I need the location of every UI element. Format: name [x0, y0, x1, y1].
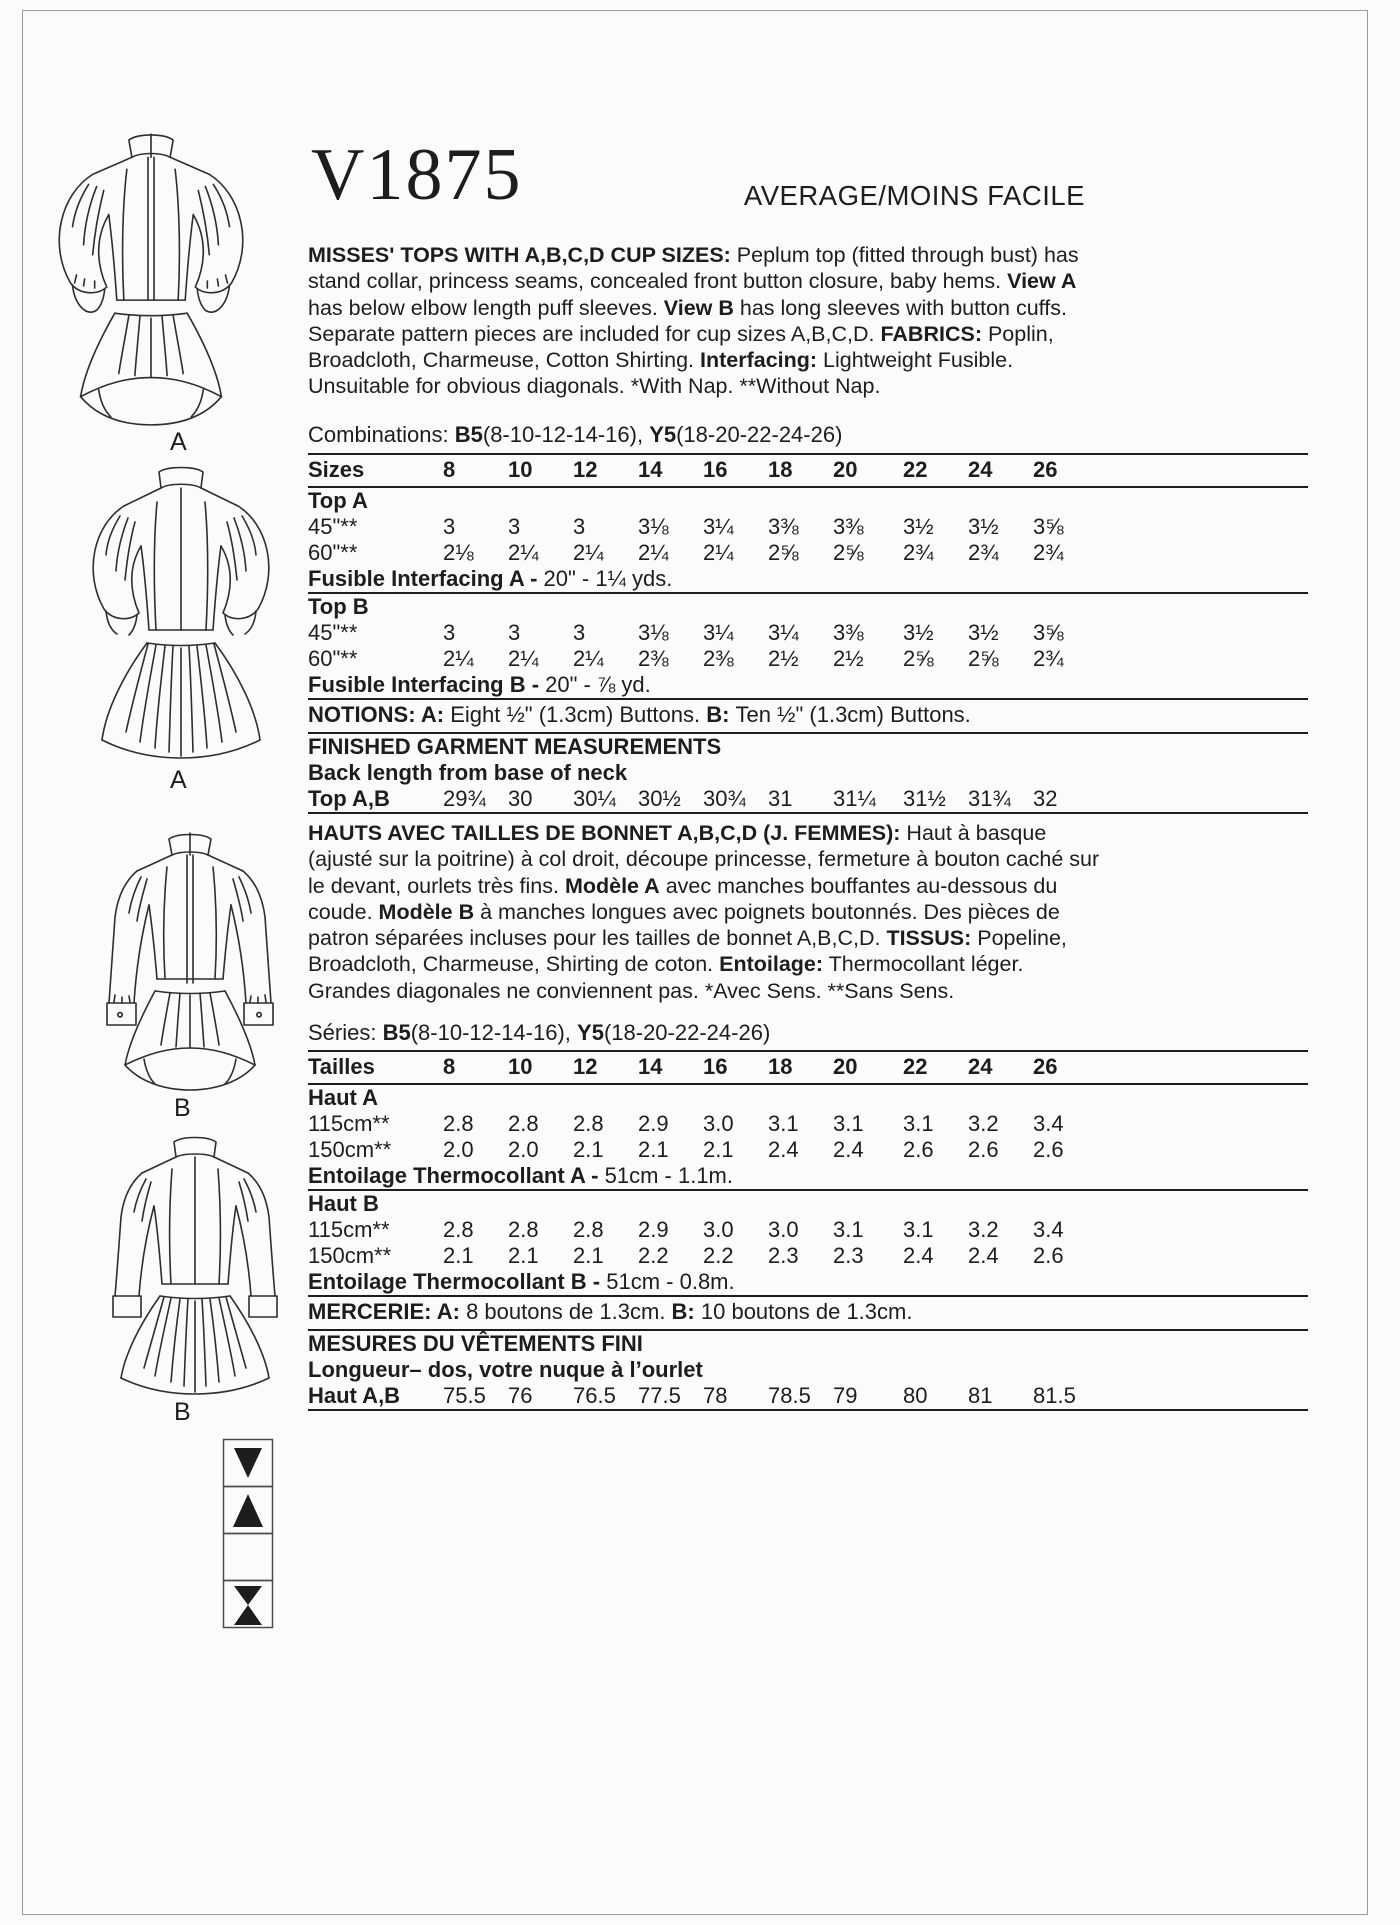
text-segment: B: [706, 702, 736, 727]
size-column-header: 24 [968, 1054, 993, 1079]
table-cell: 3⅜ [768, 514, 799, 539]
table-cell: 31¾ [968, 786, 1011, 811]
text-segment: à manches longues avec poignets boutonnés. Des pièces de patron séparées incluses pour les tailles de bonnet A,B,C,D. [308, 899, 1060, 951]
table-cell: 31¼ [833, 786, 876, 811]
row-label: 45"** [308, 620, 358, 645]
table-cell: 3⅛ [638, 514, 669, 539]
text-segment: Modèle B [378, 899, 475, 924]
table-cell: 3 [508, 514, 521, 539]
table-cell: 30¾ [703, 786, 746, 811]
table-cell: 3.0 [768, 1217, 799, 1242]
table-section-title [308, 594, 1308, 620]
english-yardage-table [308, 453, 1308, 814]
text-segment: Entoilage: [719, 952, 824, 977]
text-segment: 51cm - 1.1m. [604, 1163, 733, 1188]
table-cell: 2.1 [573, 1243, 604, 1268]
table-cell: 78 [703, 1383, 728, 1408]
text-segment: 10 boutons de 1.3cm. [700, 1299, 913, 1324]
text-segment: Ten ½" (1.3cm) Buttons. [735, 702, 971, 727]
table-cell: 2¼ [508, 540, 539, 565]
table-cell: 80 [903, 1383, 928, 1408]
table-cell: 3.1 [768, 1111, 799, 1136]
text-segment: Eight ½" (1.3cm) Buttons. [450, 702, 707, 727]
table-cell: 2¾ [968, 540, 999, 565]
table-cell: 3.2 [968, 1111, 999, 1136]
table-line [308, 1163, 1308, 1191]
text-segment: Entoilage Thermocollant B - [308, 1269, 607, 1294]
text-segment: (8-10-12-14-16), [410, 1020, 578, 1045]
table-row [308, 1137, 1308, 1163]
table-cell: 2.2 [703, 1243, 734, 1268]
row-label: Haut A,B [308, 1383, 401, 1408]
table-cell: 2.1 [638, 1137, 669, 1162]
size-column-header: 22 [903, 457, 928, 482]
section-title-text: Back length from base of neck [308, 760, 628, 785]
table-cell: 2¼ [508, 646, 539, 671]
table-cell: 2.9 [638, 1217, 669, 1242]
size-column-header: 8 [443, 457, 456, 482]
table-row [308, 620, 1308, 646]
table-cell: 3.1 [903, 1217, 934, 1242]
text-segment: NOTIONS: A: [308, 702, 451, 727]
text-segment: View A [1007, 269, 1077, 294]
french-yardage-table [308, 1050, 1308, 1411]
text-segment: Séries: [308, 1020, 383, 1045]
table-row [308, 514, 1308, 540]
table-cell: 76 [508, 1383, 533, 1408]
table-row [308, 1111, 1308, 1137]
text-segment: B5 [454, 422, 483, 447]
french-combinations [308, 1020, 770, 1046]
table-cell: 2.3 [833, 1243, 864, 1268]
row-label: Top A,B [308, 786, 390, 811]
text-segment: 51cm - 0.8m. [606, 1269, 735, 1294]
table-cell: 3½ [903, 514, 934, 539]
table-cell: 2.0 [508, 1137, 539, 1162]
table-section-title [308, 1191, 1308, 1217]
row-label: 45"** [308, 514, 358, 539]
text-segment: Fusible Interfacing B - [308, 672, 546, 697]
text-segment: Poplin, Broadcloth, Charmeuse, Cotton Shirting. [308, 321, 1054, 373]
french-description [308, 820, 1103, 1004]
table-section-title [308, 734, 1308, 760]
section-title-text: MESURES DU VÊTEMENTS FINI [308, 1331, 643, 1356]
table-section-title [308, 488, 1308, 514]
table-cell: 3⅜ [833, 514, 864, 539]
table-row [308, 1217, 1308, 1243]
table-cell: 2¼ [573, 540, 604, 565]
view-a-back-drawing [93, 468, 269, 759]
table-cell: 2.1 [508, 1243, 539, 1268]
table-cell: 3.1 [833, 1217, 864, 1242]
size-column-header: 26 [1033, 1054, 1058, 1079]
view-b-front-illustration [70, 815, 310, 1095]
table-cell: 77.5 [638, 1383, 681, 1408]
table-cell: 2.0 [443, 1137, 474, 1162]
line-text [308, 1163, 1098, 1189]
size-table-header-row [308, 1050, 1308, 1085]
table-section-title [308, 1331, 1308, 1357]
table-row [308, 1243, 1308, 1269]
view-a-front-illustration [20, 112, 282, 446]
difficulty-rating: AVERAGE/MOINS FACILE [743, 180, 1085, 211]
section-title-text: Haut B [308, 1191, 379, 1216]
table-cell: 2.6 [903, 1137, 934, 1162]
table-cell: 3 [573, 620, 586, 645]
text-segment: avec manches bouffantes au-dessous du coude. [308, 873, 1058, 924]
text-segment: Y5 [649, 422, 677, 447]
view-b-front-drawing [107, 833, 273, 1090]
view-b-back-drawing [113, 1138, 277, 1395]
table-cell: 3¼ [703, 514, 734, 539]
table-cell: 31 [768, 786, 793, 811]
size-column-header: 10 [508, 457, 533, 482]
table-section-title [308, 1085, 1308, 1111]
pattern-number: V1875 [311, 134, 523, 216]
table-cell: 3¼ [703, 620, 734, 645]
table-cell: 2.8 [508, 1111, 539, 1136]
line-text [308, 672, 1098, 698]
line-text [308, 1299, 1098, 1325]
table-cell: 3.4 [1033, 1217, 1064, 1242]
text-segment: Thermocollant léger. Grandes diagonales ne conviennent pas. *Avec Sens. **Sans Sens. [308, 952, 1024, 1003]
table-cell: 2¾ [1033, 646, 1064, 671]
english-description [308, 242, 1103, 400]
table-line [308, 1297, 1308, 1331]
table-cell: 3¼ [768, 620, 799, 645]
view-a-back-label: A [170, 766, 187, 794]
text-segment: Y5 [577, 1020, 604, 1045]
row-label: 115cm** [308, 1217, 390, 1242]
table-cell: 2.6 [1033, 1243, 1064, 1268]
table-cell: 2.1 [573, 1137, 604, 1162]
table-cell: 2.4 [903, 1243, 934, 1268]
text-segment: B5 [382, 1020, 411, 1045]
text-segment: has long sleeves with button cuffs. Separate pattern pieces are included for cup sizes A,B,C,D. [308, 295, 1067, 346]
table-cell: 2⅝ [968, 646, 999, 671]
table-cell: 2.1 [443, 1243, 474, 1268]
text-segment: B: [671, 1299, 701, 1324]
table-cell: 2.4 [968, 1243, 999, 1268]
size-column-header: 8 [443, 1054, 456, 1079]
table-cell: 3.1 [903, 1111, 934, 1136]
table-cell: 2.8 [443, 1217, 474, 1242]
table-cell: 2½ [768, 646, 799, 671]
table-cell: 2⅛ [443, 540, 474, 565]
table-section-title [308, 1357, 1308, 1383]
table-row [308, 646, 1308, 672]
text-segment: TISSUS: [886, 926, 972, 951]
table-row [308, 786, 1308, 814]
text-segment: Combinations: [308, 422, 455, 447]
table-cell: 2½ [833, 646, 864, 671]
table-cell: 2⅜ [703, 646, 734, 671]
table-line [308, 700, 1308, 734]
table-cell: 30 [508, 786, 533, 811]
table-cell: 2¼ [443, 646, 474, 671]
table-cell: 2.8 [573, 1217, 604, 1242]
text-segment: Fusible Interfacing A - [308, 566, 544, 591]
table-line [308, 672, 1308, 700]
table-cell: 3⅜ [833, 620, 864, 645]
row-label: 115cm** [308, 1111, 390, 1136]
size-column-header: 18 [768, 457, 793, 482]
table-cell: 2¼ [703, 540, 734, 565]
table-cell: 31½ [903, 786, 946, 811]
size-column-header: 22 [903, 1054, 928, 1079]
text-segment: HAUTS AVEC TAILLES DE BONNET A,B,C,D (J. FEMMES): [308, 821, 907, 845]
text-segment: Peplum top (fitted through bust) has stand collar, princess seams, concealed front button closure, baby hems. [308, 243, 1079, 294]
text-segment: has below elbow length puff sleeves. [308, 295, 664, 320]
table-cell: 81.5 [1033, 1383, 1076, 1408]
size-column-header: 24 [968, 457, 993, 482]
section-title-text: Longueur– dos, votre nuque à l’ourlet [308, 1357, 703, 1382]
english-combinations [308, 422, 842, 448]
text-segment: Popeline, Broadcloth, Charmeuse, Shirting de coton. [308, 926, 1067, 977]
table-cell: 2⅜ [638, 646, 669, 671]
table-cell: 2.9 [638, 1111, 669, 1136]
section-title-text: Top A [308, 488, 368, 513]
text-segment: Haut à basque (ajusté sur la poitrine) à col droit, découpe princesse, fermeture à bouton caché sur le devant, ourlets très fins. [308, 821, 1100, 898]
size-header-label: Sizes [308, 457, 365, 482]
hourglass-icon [234, 1586, 262, 1625]
table-cell: 30¼ [573, 786, 616, 811]
text-segment: MISSES' TOPS WITH A,B,C,D CUP SIZES: [308, 243, 737, 267]
table-cell: 3⅝ [1033, 514, 1064, 539]
table-cell: 32 [1033, 786, 1058, 811]
table-cell: 2¼ [638, 540, 669, 565]
table-cell: 3 [573, 514, 586, 539]
view-b-back-illustration [80, 1124, 310, 1396]
table-cell: 3.0 [703, 1217, 734, 1242]
table-cell: 2.3 [768, 1243, 799, 1268]
text-segment: View B [663, 295, 734, 320]
table-line [308, 1269, 1308, 1297]
text-segment: 20" - ⅞ yd. [545, 672, 651, 697]
nap-key [222, 1438, 274, 1634]
table-cell: 2.4 [768, 1137, 799, 1162]
table-cell: 3½ [968, 620, 999, 645]
table-cell: 2⅝ [833, 540, 864, 565]
text-segment: FABRICS: [880, 321, 982, 346]
table-cell: 3 [443, 620, 456, 645]
table-cell: 3½ [903, 620, 934, 645]
table-cell: 81 [968, 1383, 993, 1408]
table-cell: 2.8 [508, 1217, 539, 1242]
table-cell: 3⅛ [638, 620, 669, 645]
text-segment: 8 boutons de 1.3cm. [466, 1299, 672, 1324]
view-a-front-label: A [170, 428, 187, 456]
line-text [308, 702, 1098, 728]
view-a-back-illustration [56, 452, 306, 762]
size-column-header: 12 [573, 1054, 598, 1079]
text-segment: 20" - 1¼ yds. [543, 566, 673, 591]
nap-box-3 [224, 1534, 273, 1581]
text-segment: (18-20-22-24-26) [603, 1020, 771, 1045]
size-column-header: 16 [703, 457, 728, 482]
text-segment: (18-20-22-24-26) [676, 422, 843, 447]
text-segment: (8-10-12-14-16), [482, 422, 650, 447]
table-cell: 2.8 [573, 1111, 604, 1136]
text-segment: Modèle A [564, 873, 660, 898]
table-cell: 2.4 [833, 1137, 864, 1162]
view-b-front-label: B [174, 1094, 191, 1122]
table-row [308, 1383, 1308, 1411]
size-column-header: 14 [638, 457, 663, 482]
table-cell: 3⅝ [1033, 620, 1064, 645]
table-row [308, 540, 1308, 566]
text-segment: Entoilage Thermocollant A - [308, 1163, 605, 1188]
size-column-header: 10 [508, 1054, 533, 1079]
table-cell: 2⅝ [903, 646, 934, 671]
table-cell: 2.8 [443, 1111, 474, 1136]
line-text [308, 1269, 1098, 1295]
size-column-header: 18 [768, 1054, 793, 1079]
size-table-header-row [308, 453, 1308, 488]
table-cell: 3.0 [703, 1111, 734, 1136]
row-label: 150cm** [308, 1137, 392, 1162]
section-title-text: Top B [308, 594, 369, 619]
table-cell: 2¼ [573, 646, 604, 671]
text-segment: Interfacing: [699, 348, 818, 373]
view-b-back-label: B [174, 1398, 191, 1426]
text-segment: MERCERIE: A: [308, 1299, 467, 1324]
table-line [308, 566, 1308, 594]
table-cell: 3 [508, 620, 521, 645]
table-cell: 3.1 [833, 1111, 864, 1136]
size-column-header: 26 [1033, 457, 1058, 482]
table-cell: 3 [443, 514, 456, 539]
row-label: 60"** [308, 540, 358, 565]
section-title-text: Haut A [308, 1085, 379, 1110]
table-cell: 2¾ [903, 540, 934, 565]
size-header-label: Tailles [308, 1054, 375, 1079]
size-column-header: 12 [573, 457, 598, 482]
table-cell: 2.6 [968, 1137, 999, 1162]
line-text [308, 566, 1098, 592]
size-column-header: 20 [833, 457, 858, 482]
size-column-header: 20 [833, 1054, 858, 1079]
table-cell: 76.5 [573, 1383, 616, 1408]
table-cell: 79 [833, 1383, 858, 1408]
table-cell: 30½ [638, 786, 681, 811]
table-section-title [308, 760, 1308, 786]
text-segment: Lightweight Fusible. Unsuitable for obvious diagonals. *With Nap. **Without Nap. [308, 348, 1014, 399]
size-column-header: 14 [638, 1054, 663, 1079]
table-cell: 3½ [968, 514, 999, 539]
up-triangle-icon [233, 1494, 263, 1527]
table-cell: 2⅝ [768, 540, 799, 565]
table-cell: 3.2 [968, 1217, 999, 1242]
table-cell: 78.5 [768, 1383, 811, 1408]
table-cell: 2.6 [1033, 1137, 1064, 1162]
view-a-front-drawing [59, 134, 243, 425]
row-label: 150cm** [308, 1243, 392, 1268]
table-cell: 2.1 [703, 1137, 734, 1162]
table-cell: 3.4 [1033, 1111, 1064, 1136]
size-column-header: 16 [703, 1054, 728, 1079]
row-label: 60"** [308, 646, 358, 671]
down-triangle-icon [234, 1448, 262, 1478]
table-cell: 2¾ [1033, 540, 1064, 565]
table-cell: 29¾ [443, 786, 486, 811]
section-title-text: FINISHED GARMENT MEASUREMENTS [308, 734, 722, 759]
table-cell: 75.5 [443, 1383, 486, 1408]
table-cell: 2.2 [638, 1243, 669, 1268]
